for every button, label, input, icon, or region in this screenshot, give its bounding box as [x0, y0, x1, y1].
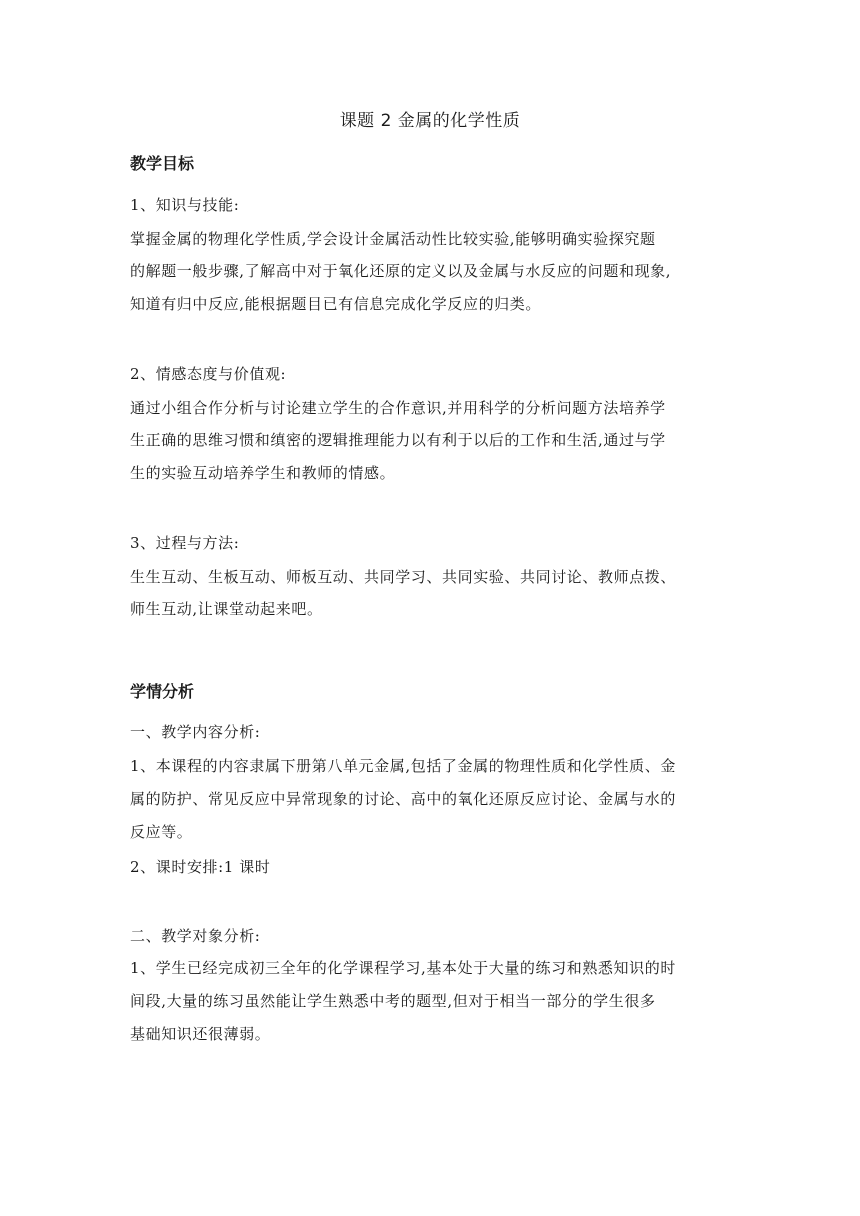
class-schedule: 2、课时安排:1 课时: [130, 858, 271, 876]
paragraph-line: 反应等。: [130, 823, 193, 841]
paragraph-line: 知道有归中反应,能根据题目已有信息完成化学反应的归类。: [130, 295, 541, 313]
paragraph-line: 1、学生已经完成初三全年的化学课程学习,基本处于大量的练习和熟悉知识的时: [130, 959, 676, 977]
paragraph-line: 的解题一般步骤,了解高中对于氧化还原的定义以及金属与水反应的问题和现象,: [130, 262, 672, 280]
paragraph-line: 师生互动,让课堂动起来吧。: [130, 600, 323, 618]
paragraph-line: 属的防护、常见反应中异常现象的讨论、高中的氧化还原反应讨论、金属与水的: [130, 790, 677, 808]
paragraph-line: 间段,大量的练习虽然能让学生熟悉中考的题型,但对于相当一部分的学生很多: [130, 992, 656, 1010]
document-title: 课题 2 金属的化学性质: [339, 111, 521, 131]
section-heading-teaching-goals: 教学目标: [130, 154, 195, 173]
paragraph-line: 掌握金属的物理化学性质,学会设计金属活动性比较实验,能够明确实验探究题: [130, 230, 656, 248]
subsection-label-process-methods: 3、过程与方法:: [130, 534, 240, 552]
paragraph-line: 1、本课程的内容隶属下册第八单元金属,包括了金属的物理性质和化学性质、金: [130, 757, 676, 775]
subsection-label-attitude-values: 2、情感态度与价值观:: [130, 365, 287, 383]
paragraph-line: 生正确的思维习惯和缜密的逻辑推理能力以有利于以后的工作和生活,通过与学: [130, 431, 666, 449]
paragraph-line: 生的实验互动培养学生和教师的情感。: [130, 464, 396, 482]
subsection-label-content-analysis: 一、教学内容分析:: [130, 723, 261, 741]
paragraph-line: 生生互动、生板互动、师板互动、共同学习、共同实验、共同讨论、教师点拨、: [130, 568, 677, 586]
paragraph-line: 基础知识还很薄弱。: [130, 1025, 271, 1043]
subsection-label-knowledge-skills: 1、知识与技能:: [130, 196, 240, 214]
section-heading-learning-analysis: 学情分析: [130, 682, 195, 701]
paragraph-line: 通过小组合作分析与讨论建立学生的合作意识,并用科学的分析问题方法培养学: [130, 399, 666, 417]
subsection-label-student-analysis: 二、教学对象分析:: [130, 927, 261, 945]
